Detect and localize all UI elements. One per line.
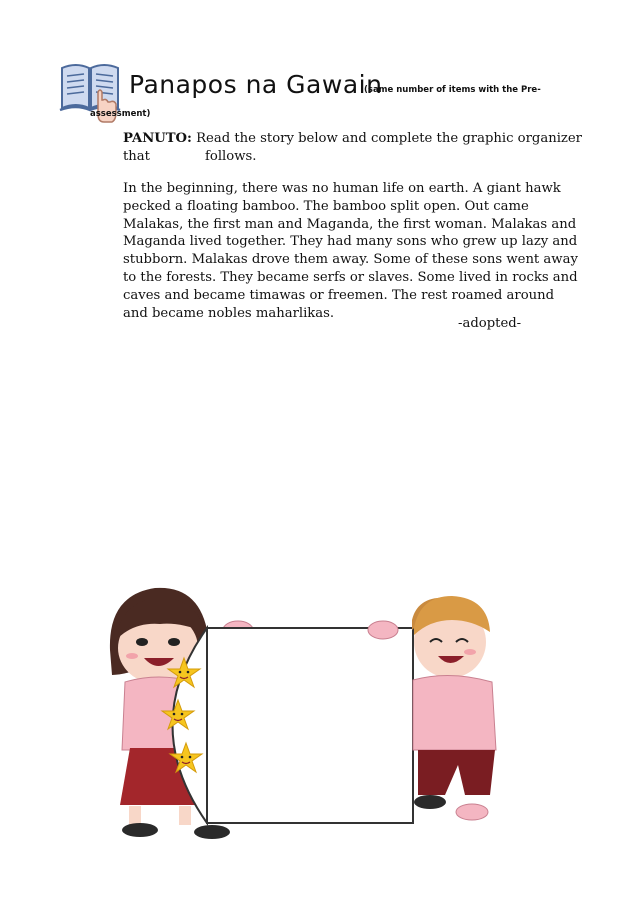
story-line: and became nobles maharlikas. (123, 305, 335, 321)
activity-title: Panapos na Gawain (129, 70, 383, 99)
story-line: Maganda lived together. They had many sons who grew up lazy and (123, 234, 578, 250)
activity-note-continued: assessment) (90, 109, 151, 119)
instructions-label: PANUTO: (123, 131, 192, 146)
instructions-text-continued: follows. (205, 149, 257, 164)
story-line: stubborn. Malakas drove them away. Some of these sons went away (123, 252, 578, 268)
instructions (123, 130, 593, 166)
instructions-text: Read the story below and complete the graphic organizer that (123, 131, 582, 164)
story-source: -adopted- (458, 316, 522, 331)
kids-holding-board-illustration (100, 580, 510, 845)
story-text (123, 180, 578, 322)
story-line: In the beginning, there was no human life on earth. A giant hawk (123, 181, 561, 196)
story-line: to the forests. They became serfs or slaves. Some lived in rocks and (123, 269, 578, 285)
story-line: Malakas, the first man and Maganda, the first woman. Malakas and (123, 216, 577, 232)
story-line: caves and became timawas or freemen. The rest roamed around (123, 287, 555, 303)
story-line: pecked a floating bamboo. The bamboo split open. Out came (123, 198, 529, 214)
activity-note: (same number of items with the Pre- (364, 85, 541, 95)
